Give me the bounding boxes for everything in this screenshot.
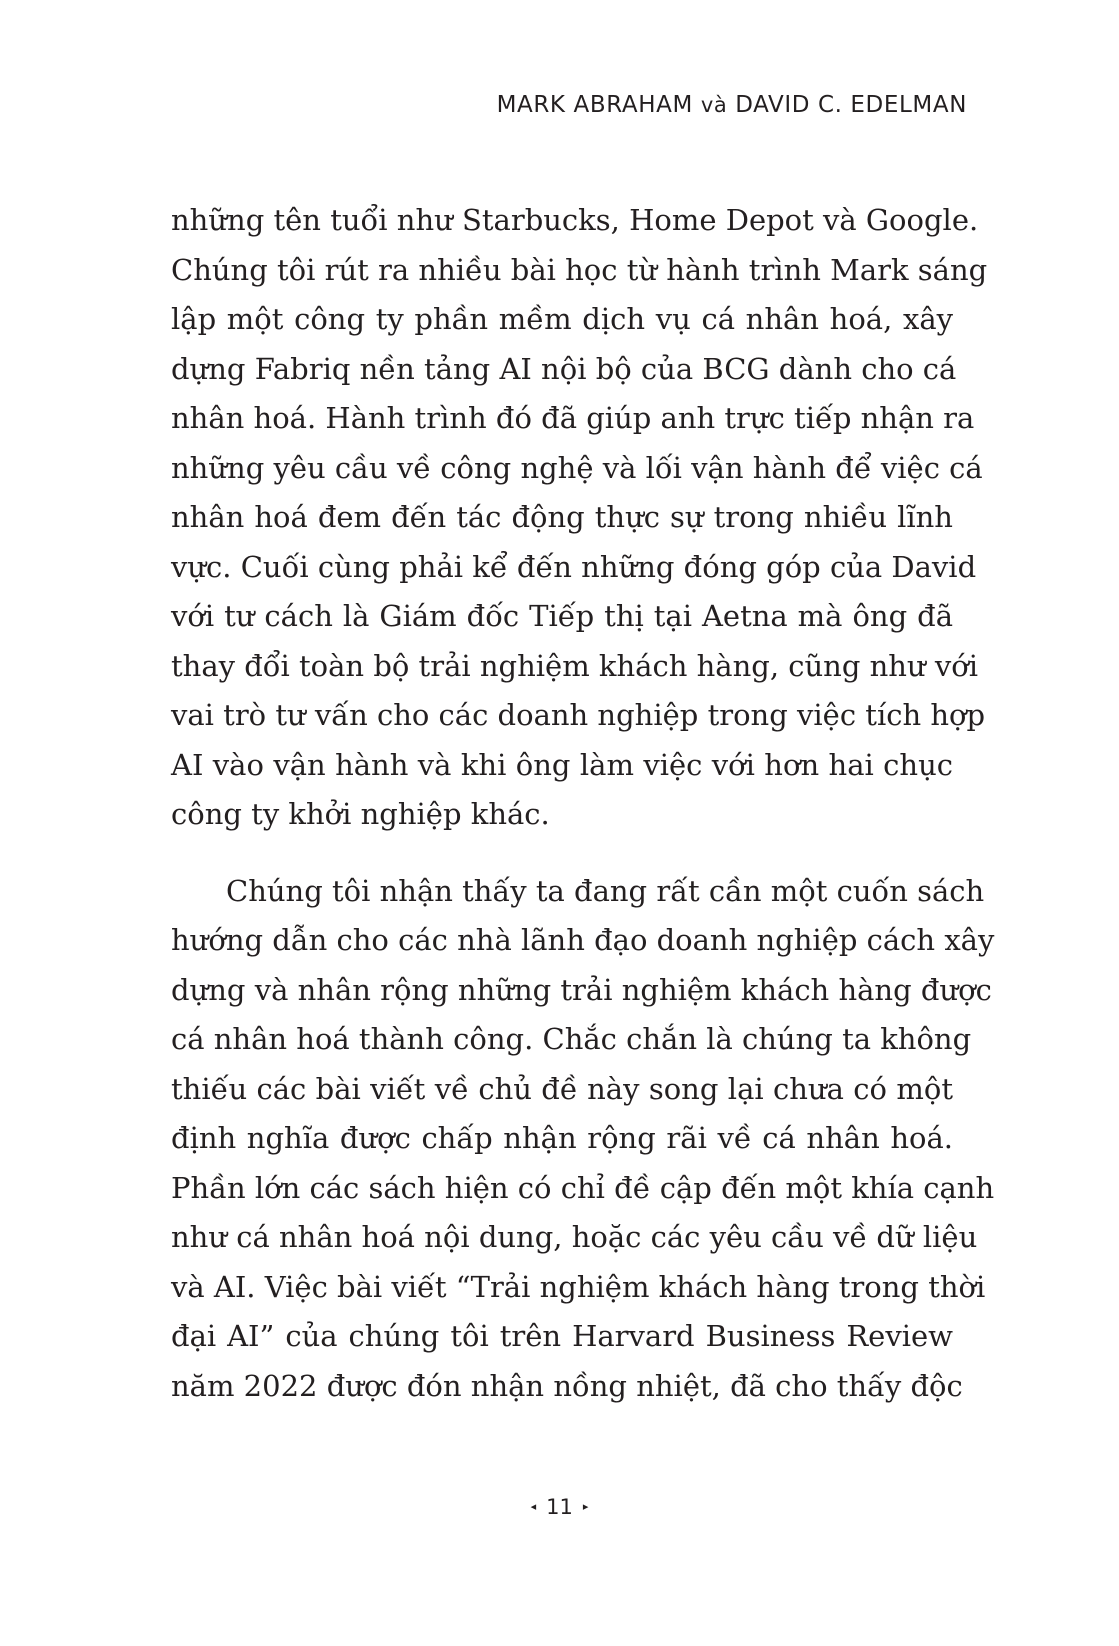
text-line: vực. Cuối cùng phải kể đến những đóng góp của David [171,549,977,584]
text-line: và AI. Việc bài viết “Trải nghiệm khách hàng trong thời [171,1269,986,1304]
text-line: năm 2022 được đón nhận nồng nhiệt, đã cho thấy độc [171,1368,963,1403]
paragraph-gap [171,840,953,867]
paragraph [171,867,995,1412]
text-line: Chúng tôi nhận thấy ta đang rất cần một cuốn sách [226,873,985,908]
text-line: cá nhân hoá thành công. Chắc chắn là chúng ta không [171,1022,972,1056]
left-triangle-icon: ◂ [530,1499,537,1513]
text-line: thiếu các bài viết về chủ đề này song lại chưa có một [171,1071,953,1106]
page-footer [0,1495,1119,1519]
text-line: nhân hoá đem đến tác động thực sự trong nhiều lĩnh [171,500,953,534]
running-header [497,92,967,118]
text-line: nhân hoá. Hành trình đó đã giúp anh trực tiếp nhận ra [171,401,975,435]
header-author-2: DAVID C. EDELMAN [735,92,967,118]
paragraph [171,196,988,840]
text-line: những tên tuổi như Starbucks, Home Depot và Google. [171,203,979,237]
text-line: đại AI” của chúng tôi trên Harvard Business Review [171,1319,953,1353]
text-line: như cá nhân hoá nội dung, hoặc các yêu cầu về dữ liệu [171,1220,978,1254]
text-line: thay đổi toàn bộ trải nghiệm khách hàng, cũng như với [171,648,979,683]
text-line: những yêu cầu về công nghệ và lối vận hành để việc cá [171,450,983,485]
text-line: công ty khởi nghiệp khác. [171,797,550,831]
text-line: AI vào vận hành và khi ông làm việc với hơn hai chục [171,747,953,782]
text-line: Chúng tôi rút ra nhiều bài học từ hành trình Mark sáng [171,252,988,287]
text-line: định nghĩa được chấp nhận rộng rãi về cá nhân hoá. [171,1121,953,1155]
text-line: lập một công ty phần mềm dịch vụ cá nhân hoá, xây [171,302,953,336]
body-text [171,196,995,1411]
text-line: Phần lớn các sách hiện có chỉ đề cập đến một khía cạnh [171,1170,995,1205]
page-number: 11 [546,1495,573,1519]
text-line: vai trò tư vấn cho các doanh nghiệp trong việc tích hợp [171,698,986,732]
text-line: dựng Fabriq nền tảng AI nội bộ của BCG dành cho cá [171,351,957,386]
header-conjunction: và [700,93,728,117]
text-line: dựng và nhân rộng những trải nghiệm khách hàng được [171,972,992,1007]
text-line: với tư cách là Giám đốc Tiếp thị tại Aetna mà ông đã [171,599,953,633]
text-line: hướng dẫn cho các nhà lãnh đạo doanh nghiệp cách xây [171,923,995,957]
header-author-1: MARK ABRAHAM [496,92,693,118]
right-triangle-icon: ▸ [582,1499,589,1513]
